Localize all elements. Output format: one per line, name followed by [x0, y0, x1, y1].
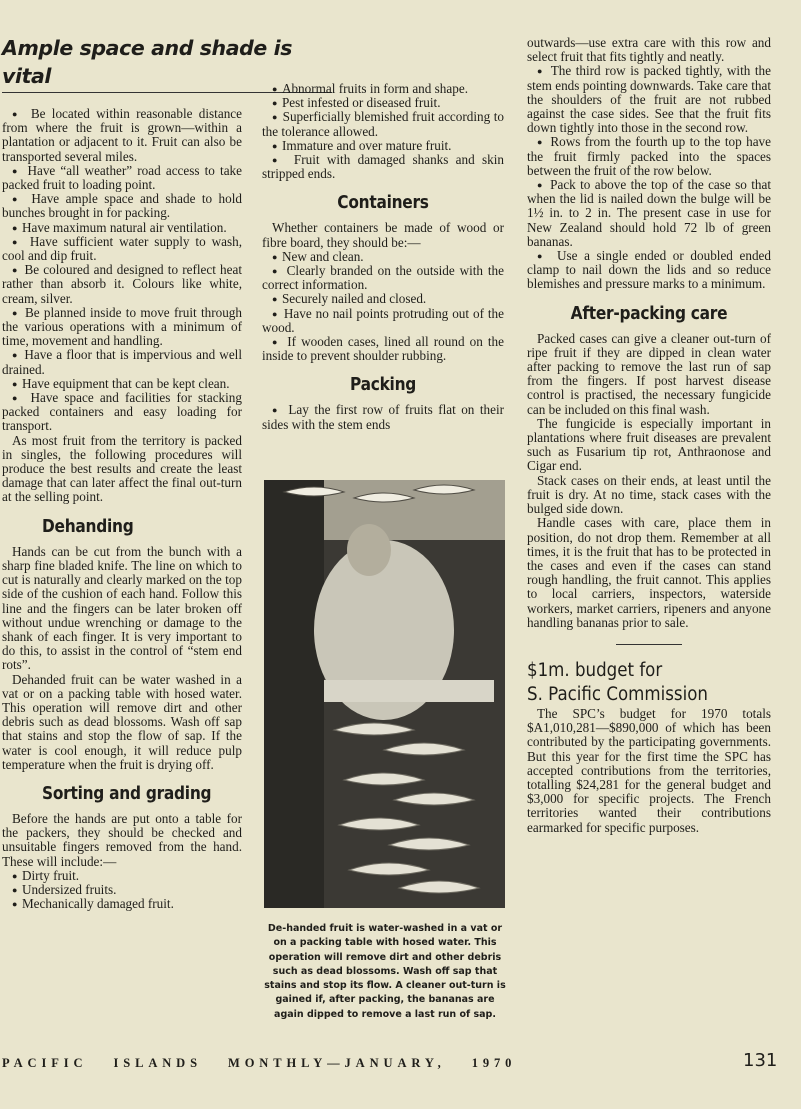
list-item: ● Pest infested or diseased fruit.	[262, 96, 504, 110]
list-item: ● Fruit with damaged shanks and skin stripped ends.	[262, 153, 504, 181]
list-item: ● Lay the first row of fruits flat on their sides with the stem ends	[262, 403, 504, 431]
budget-paragraph: The SPC’s budget for 1970 totals $A1,010,281—$890,000 of which has been contributed by the participating governments. But this year for the first time the SPC has accepted contributions from the territories, totalling $24,281 for the general budget and $3,000 for specific projects. The French territories wanted their contributions earmarked for specific purposes.	[527, 705, 771, 835]
list-item: ● Have a floor that is impervious and well drained.	[2, 348, 242, 376]
list-item: ● Have maximum natural air ventilation.	[2, 221, 242, 235]
body-paragraph: Packed cases can give a cleaner out-turn of ripe fruit if they are dipped in clean water after packing to remove the last run of sap from the fingers. If post harvest disease control is practised, the necessary fungicide can be included on this final wash.	[527, 330, 771, 417]
list-item: ● Have sufficient water supply to wash, cool and dip fruit.	[2, 235, 242, 263]
list-item: ● Have space and facilities for stacking packed containers and easy loading for transport.	[2, 391, 242, 434]
section-heading-containers: Containers	[337, 193, 429, 214]
list-item: ● Be planned inside to move fruit through the various operations with a minimum of time, movement and handling.	[2, 306, 242, 349]
list-item: ● Be coloured and designed to reflect heat rather than absorb it. Colours like white, cream, silver.	[2, 263, 242, 306]
column-middle	[262, 82, 504, 432]
column-left	[2, 30, 293, 912]
list-item: ● Have ample space and shade to hold bunches brought in for packing.	[2, 192, 242, 220]
list-item: ● Clearly branded on the outside with the correct information.	[262, 264, 504, 292]
body-paragraph: Hands can be cut from the bunch with a sharp fine bladed knife. The line on which to cut is naturally and clearly marked on the top side of the cushion of each hand. Follow this line and the fingers can be later broken off without undue wrenching or damage to the shank of each finger. It is very important to do this, to assist in the control of “stem end rots”.	[2, 543, 242, 673]
body-paragraph: Dehanded fruit can be water washed in a vat or on a packing table with hosed water. This operation will remove dirt and other debris such as dead blossoms. Wash off sap that stains and stop the flow of sap. If the water is cool enough, it will reduce pulp temperature when the fruit is drying off.	[2, 671, 242, 772]
list-item: ● If wooden cases, lined all round on the inside to prevent shoulder rubbing.	[262, 335, 504, 363]
list-item: ● Pack to above the top of the case so that when the lid is nailed down the bulge will be 1½ in. to 2 in. The present case in use for New Zealand should hold 72 lb of green bananas.	[527, 178, 771, 249]
list-item: ● New and clean.	[262, 250, 504, 264]
body-paragraph: Before the hands are put onto a table for the packers, they should be checked and unsuitable fingers removed from the hand. These will include:—	[2, 810, 242, 869]
body-paragraph: Stack cases on their ends, at least until the fruit is dry. At no time, stack cases with the bulged side down.	[527, 472, 771, 517]
body-paragraph: As most fruit from the territory is packed in singles, the following procedures will produce the best results and create the least damage that can later affect the final out-turn at the selling point.	[2, 432, 242, 505]
list-item: ● Securely nailed and closed.	[262, 292, 504, 306]
list-item: ● Have equipment that can be kept clean.	[2, 377, 242, 391]
list-item: ● Have “all weather” road access to take packed fruit to loading point.	[2, 164, 242, 192]
budget-heading-line1: $1m. budget for	[527, 659, 663, 681]
list-item: ● Superficially blemished fruit according to the tolerance allowed.	[262, 110, 504, 138]
body-paragraph: outwards—use extra care with this row and select fruit that fits tightly and neatly.	[527, 35, 771, 65]
column-right	[527, 36, 771, 835]
budget-heading-line2: S. Pacific Commission	[527, 683, 708, 705]
section-heading-sorting: Sorting and grading	[42, 783, 212, 804]
list-item: ● Immature and over mature fruit.	[262, 139, 504, 153]
body-paragraph: Whether containers be made of wood or fibre board, they should be:—	[262, 220, 504, 250]
banana-washing-photo	[264, 480, 505, 908]
publication-footer: PACIFIC ISLANDS MONTHLY—JANUARY, 1970	[2, 1056, 517, 1070]
article-banner-heading: Ample space and shade is vital	[2, 34, 332, 93]
list-item: ● Dirty fruit.	[2, 869, 242, 883]
list-item: ● Abnormal fruits in form and shape.	[262, 82, 504, 96]
body-paragraph: Handle cases with care, place them in position, do not drop them. Remember at all times, it is the fruit that has to be protected in the cases and even if the cases can stand rough handling, the fruit cannot. This applies to local carriers, inspectors, waterside workers, market carriers, ripeners and anyone handling bananas prior to sale.	[527, 515, 771, 630]
section-heading-after-packing: After-packing care	[570, 303, 728, 324]
page-number: 131	[743, 1050, 778, 1071]
list-item: ● Use a single ended or doubled ended clamp to nail down the lids and so reduce blemishes and pressure marks to a minimum.	[527, 249, 771, 292]
section-heading-dehanding: Dehanding	[42, 516, 134, 537]
list-item: ● Mechanically damaged fruit.	[2, 897, 242, 911]
list-item: ● Have no nail points protruding out of the wood.	[262, 307, 504, 335]
list-item: ● Be located within reasonable distance from where the fruit is grown—within a plantation or adjacent to it. Fruit can also be transported several miles.	[2, 107, 242, 164]
photo-caption: De-handed fruit is water-washed in a vat or on a packing table with hosed water. This operation will remove dirt and other debris such as dead blossoms. Wash off sap that stains and stop its flow. A cleaner out-turn is gained if, after packing, the bananas are again dipped to remove a last run of sap.	[264, 923, 506, 1020]
body-paragraph: The fungicide is especially important in plantations where fruit diseases are prevalent such as Fusarium tip rot, Anthraonose and Cigar end.	[527, 415, 771, 474]
photo-illustration	[264, 480, 505, 908]
list-item: ● The third row is packed tightly, with the stem ends pointing downwards. Take care that the shoulders of the fruit are not rubbed against the case sides. See that the fruit fits down tightly into those in the second row.	[527, 64, 771, 135]
section-divider	[616, 644, 682, 645]
list-item: ● Undersized fruits.	[2, 883, 242, 897]
list-item: ● Rows from the fourth up to the top have the fruit firmly packed into the spaces between the fruit of the row below.	[527, 135, 771, 178]
section-heading-packing: Packing	[349, 375, 417, 396]
